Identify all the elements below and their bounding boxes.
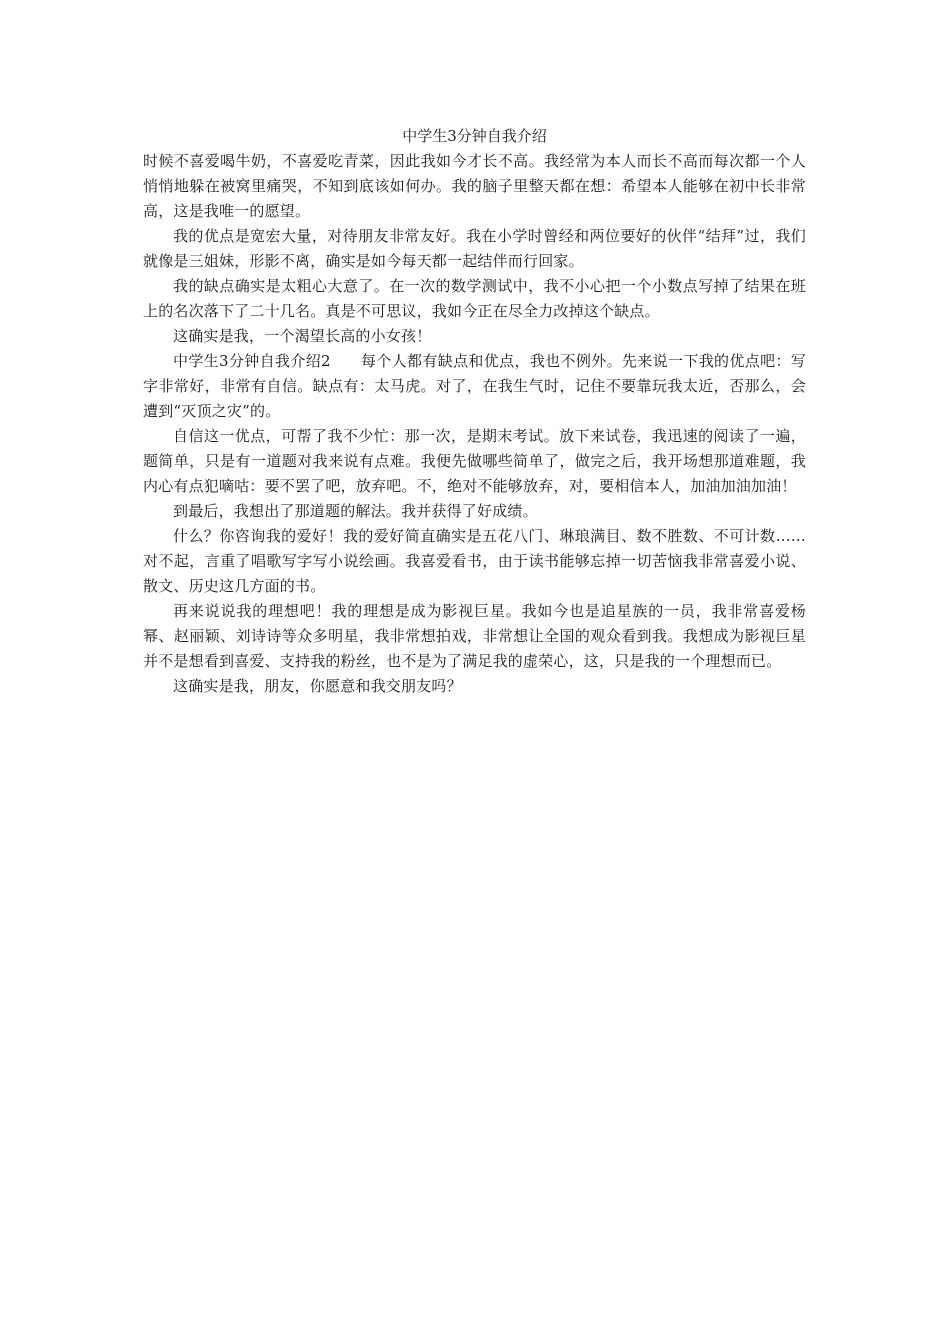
section2-heading: 中学生3分钟自我介绍2 [173,352,331,370]
section2-lead: 每个人都有缺点和优点，我也不例外。先来说一下我的优点吧：写字非常好，非常有自信。缺点有：太马虎。对了，在我生气时，记住不要靠玩我太近，否那么，会遭到“灭顶之灾”的。 [143,352,806,420]
section2-paragraph [143,349,806,424]
paragraph-6: 自信这一优点，可帮了我不少忙：那一次，是期末考试。放下来试卷，我迅速的阅读了一遍，题简单，只是有一道题对我来说有点难。我便先做哪些简单了，做完之后，我开场想那道难题，我内心有点犯嘀咕：要不罢了吧，放弃吧。不，绝对不能够放弃，对，要相信本人，加油加油加油！ [143,427,806,495]
document-title: 中学生3分钟自我介绍 [402,127,547,145]
paragraph-7: 到最后，我想出了那道题的解法。我并获得了好成绩。 [173,502,538,520]
paragraph-2: 我的优点是宽宏大量，对待朋友非常友好。我在小学时曾经和两位要好的伙伴“结拜”过，我们就像是三姐妹，形影不离，确实是如今每天都一起结伴而行回家。 [143,227,806,270]
paragraph-1: 时候不喜爱喝牛奶，不喜爱吃青菜，因此我如今才长不高。我经常为本人而长不高而每次都一个人悄悄地躲在被窝里痛哭，不知到底该如何办。我的脑子里整天都在想：希望本人能够在初中长非常高，这是我唯一的愿望。 [143,152,806,220]
paragraph-4: 这确实是我，一个渴望长高的小女孩！ [173,327,432,345]
paragraph-10: 这确实是我，朋友，你愿意和我交朋友吗？ [173,677,462,695]
document-page [143,124,806,699]
paragraph-9: 再来说说我的理想吧！我的理想是成为影视巨星。我如今也是追星族的一员，我非常喜爱杨幂、赵丽颖、刘诗诗等众多明星，我非常想拍戏，非常想让全国的观众看到我。我想成为影视巨星并不是想看到喜爱、支持我的粉丝，也不是为了满足我的虚荣心，这，只是我的一个理想而已。 [143,602,806,670]
paragraph-3: 我的缺点确实是太粗心大意了。在一次的数学测试中，我不小心把一个小数点写掉了结果在班上的名次落下了二十几名。真是不可思议，我如今正在尽全力改掉这个缺点。 [143,277,806,320]
paragraph-8: 什么？你咨询我的爱好！我的爱好简直确实是五花八门、琳琅满目、数不胜数、不可计数……对不起，言重了唱歌写字写小说绘画。我喜爱看书，由于读书能够忘掉一切苦恼我非常喜爱小说、散文、历史这几方面的书。 [143,527,806,595]
